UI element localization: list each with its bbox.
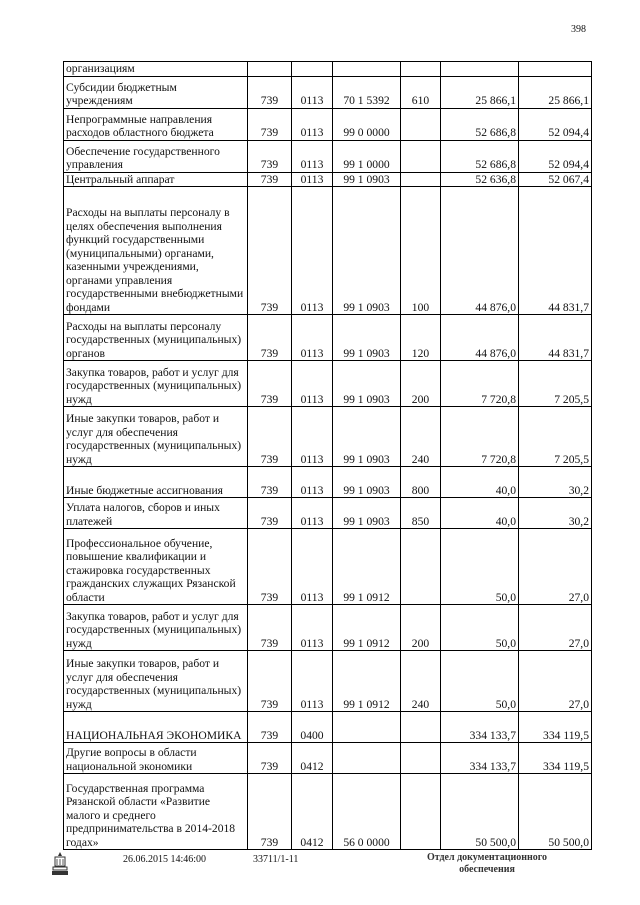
table-row — [64, 76, 592, 108]
row-admin-code: 739 — [248, 76, 292, 108]
row-sum-2015: 44 876,0 — [441, 315, 519, 361]
row-sum-2016: 27,0 — [519, 605, 592, 651]
row-admin-code: 739 — [248, 743, 292, 774]
row-sum-2016: 44 831,7 — [519, 187, 592, 315]
table-row — [64, 172, 592, 187]
row-sum-2016: 52 067,4 — [519, 172, 592, 187]
row-sum-2016 — [519, 62, 592, 77]
row-section-code: 0412 — [292, 774, 333, 850]
row-target-code — [333, 712, 401, 743]
row-sum-2016: 30,2 — [519, 498, 592, 529]
row-target-code: 99 1 0903 — [333, 498, 401, 529]
row-sum-2016: 7 205,5 — [519, 361, 592, 407]
row-name: Государственная программа Рязанской области «Развитие малого и среднего предпринимательства в 2014-2018 годах» — [64, 774, 248, 850]
row-sum-2015: 50,0 — [441, 529, 519, 605]
row-section-code: 0113 — [292, 651, 333, 712]
row-section-code: 0113 — [292, 407, 333, 467]
row-admin-code: 739 — [248, 187, 292, 315]
row-admin-code: 739 — [248, 361, 292, 407]
row-section-code: 0113 — [292, 140, 333, 172]
row-target-code: 99 1 0903 — [333, 407, 401, 467]
row-name: Обеспечение государственного управления — [64, 140, 248, 172]
table-row — [64, 407, 592, 467]
row-sum-2015: 44 876,0 — [441, 187, 519, 315]
table-row — [64, 140, 592, 172]
row-admin-code: 739 — [248, 712, 292, 743]
row-section-code — [292, 62, 333, 77]
row-admin-code: 739 — [248, 140, 292, 172]
row-target-code: 70 1 5392 — [333, 76, 401, 108]
table-row — [64, 743, 592, 774]
row-section-code: 0113 — [292, 172, 333, 187]
table-row — [64, 361, 592, 407]
row-target-code: 99 0 0000 — [333, 108, 401, 140]
row-section-code: 0113 — [292, 361, 333, 407]
row-target-code: 99 1 0903 — [333, 315, 401, 361]
row-sum-2015: 7 720,8 — [441, 407, 519, 467]
table-row — [64, 529, 592, 605]
row-sum-2016: 27,0 — [519, 529, 592, 605]
row-name: Субсидии бюджетным учреждениям — [64, 76, 248, 108]
row-section-code: 0113 — [292, 187, 333, 315]
row-name: Непрограммные направления расходов областного бюджета — [64, 108, 248, 140]
row-sum-2016: 25 866,1 — [519, 76, 592, 108]
row-section-code: 0412 — [292, 743, 333, 774]
row-target-code: 99 1 0000 — [333, 140, 401, 172]
row-admin-code: 739 — [248, 605, 292, 651]
row-expense-code — [401, 712, 441, 743]
row-name: Профессиональное обучение, повышение квалификации и стажировка государственных гражданских служащих Рязанской области — [64, 529, 248, 605]
row-section-code: 0113 — [292, 529, 333, 605]
row-expense-code — [401, 140, 441, 172]
row-admin-code: 739 — [248, 315, 292, 361]
row-sum-2015: 40,0 — [441, 467, 519, 498]
page-number: 398 — [571, 24, 586, 35]
emblem-icon — [50, 850, 70, 876]
footer-doc-code: 33711/1-11 — [253, 854, 299, 865]
table-row — [64, 651, 592, 712]
footer-timestamp: 26.06.2015 14:46:00 — [123, 854, 207, 865]
row-sum-2015: 334 133,7 — [441, 712, 519, 743]
row-name: Иные бюджетные ассигнования — [64, 467, 248, 498]
table-row — [64, 62, 592, 77]
row-target-code: 56 0 0000 — [333, 774, 401, 850]
row-sum-2016: 50 500,0 — [519, 774, 592, 850]
row-name: Иные закупки товаров, работ и услуг для обеспечения государственных (муниципальных) нужд — [64, 407, 248, 467]
row-name: Иные закупки товаров, работ и услуг для обеспечения государственных (муниципальных) нужд — [64, 651, 248, 712]
row-sum-2016: 44 831,7 — [519, 315, 592, 361]
row-sum-2016: 7 205,5 — [519, 407, 592, 467]
row-target-code: 99 1 0912 — [333, 529, 401, 605]
row-expense-code: 200 — [401, 361, 441, 407]
row-admin-code: 739 — [248, 774, 292, 850]
row-sum-2015: 52 686,8 — [441, 140, 519, 172]
row-section-code: 0113 — [292, 605, 333, 651]
row-admin-code: 739 — [248, 529, 292, 605]
table-row — [64, 467, 592, 498]
row-expense-code: 100 — [401, 187, 441, 315]
row-name: Закупка товаров, работ и услуг для государственных (муниципальных) нужд — [64, 361, 248, 407]
row-sum-2015: 25 866,1 — [441, 76, 519, 108]
table-row — [64, 315, 592, 361]
row-sum-2016: 27,0 — [519, 651, 592, 712]
row-name: Расходы на выплаты персоналу в целях обеспечения выполнения функций государственными (муниципальными) органами, казенными учреждениями, органами управления государственными внебюджетными фондами — [64, 187, 248, 315]
row-section-code: 0113 — [292, 315, 333, 361]
table-row — [64, 108, 592, 140]
row-sum-2016: 334 119,5 — [519, 712, 592, 743]
row-sum-2015: 50,0 — [441, 605, 519, 651]
table-row — [64, 187, 592, 315]
row-target-code — [333, 62, 401, 77]
row-sum-2016: 334 119,5 — [519, 743, 592, 774]
row-target-code — [333, 743, 401, 774]
row-expense-code: 200 — [401, 605, 441, 651]
row-expense-code: 240 — [401, 651, 441, 712]
row-sum-2015 — [441, 62, 519, 77]
row-section-code: 0113 — [292, 498, 333, 529]
row-name: НАЦИОНАЛЬНАЯ ЭКОНОМИКА — [64, 712, 248, 743]
row-admin-code: 739 — [248, 407, 292, 467]
row-section-code: 0113 — [292, 76, 333, 108]
row-expense-code — [401, 172, 441, 187]
row-section-code: 0400 — [292, 712, 333, 743]
row-target-code: 99 1 0903 — [333, 187, 401, 315]
row-name: Центральный аппарат — [64, 172, 248, 187]
row-target-code: 99 1 0903 — [333, 467, 401, 498]
budget-table — [63, 61, 592, 850]
row-sum-2015: 50,0 — [441, 651, 519, 712]
table-row — [64, 774, 592, 850]
row-sum-2015: 40,0 — [441, 498, 519, 529]
row-admin-code: 739 — [248, 467, 292, 498]
row-expense-code — [401, 774, 441, 850]
row-admin-code: 739 — [248, 498, 292, 529]
row-expense-code: 800 — [401, 467, 441, 498]
row-sum-2016: 30,2 — [519, 467, 592, 498]
row-sum-2015: 50 500,0 — [441, 774, 519, 850]
row-target-code: 99 1 0903 — [333, 172, 401, 187]
row-sum-2015: 52 686,8 — [441, 108, 519, 140]
table-row — [64, 498, 592, 529]
table-body — [64, 62, 592, 850]
row-expense-code — [401, 62, 441, 77]
row-expense-code: 850 — [401, 498, 441, 529]
department-stamp: Отдел документационного обеспечения — [426, 852, 548, 875]
row-target-code: 99 1 0912 — [333, 605, 401, 651]
row-sum-2016: 52 094,4 — [519, 140, 592, 172]
table-row — [64, 605, 592, 651]
row-admin-code: 739 — [248, 108, 292, 140]
row-admin-code: 739 — [248, 172, 292, 187]
table-row — [64, 712, 592, 743]
row-name: Уплата налогов, сборов и иных платежей — [64, 498, 248, 529]
row-target-code: 99 1 0903 — [333, 361, 401, 407]
row-expense-code — [401, 529, 441, 605]
row-section-code: 0113 — [292, 108, 333, 140]
row-name: Расходы на выплаты персоналу государственных (муниципальных) органов — [64, 315, 248, 361]
row-sum-2015: 334 133,7 — [441, 743, 519, 774]
row-name: Другие вопросы в области национальной экономики — [64, 743, 248, 774]
row-name: Закупка товаров, работ и услуг для государственных (муниципальных) нужд — [64, 605, 248, 651]
row-expense-code: 610 — [401, 76, 441, 108]
row-name: организациям — [64, 62, 248, 77]
row-expense-code: 120 — [401, 315, 441, 361]
row-section-code: 0113 — [292, 467, 333, 498]
row-admin-code: 739 — [248, 651, 292, 712]
row-sum-2015: 7 720,8 — [441, 361, 519, 407]
row-target-code: 99 1 0912 — [333, 651, 401, 712]
row-expense-code: 240 — [401, 407, 441, 467]
row-expense-code — [401, 108, 441, 140]
row-sum-2016: 52 094,4 — [519, 108, 592, 140]
row-sum-2015: 52 636,8 — [441, 172, 519, 187]
row-expense-code — [401, 743, 441, 774]
row-admin-code — [248, 62, 292, 77]
